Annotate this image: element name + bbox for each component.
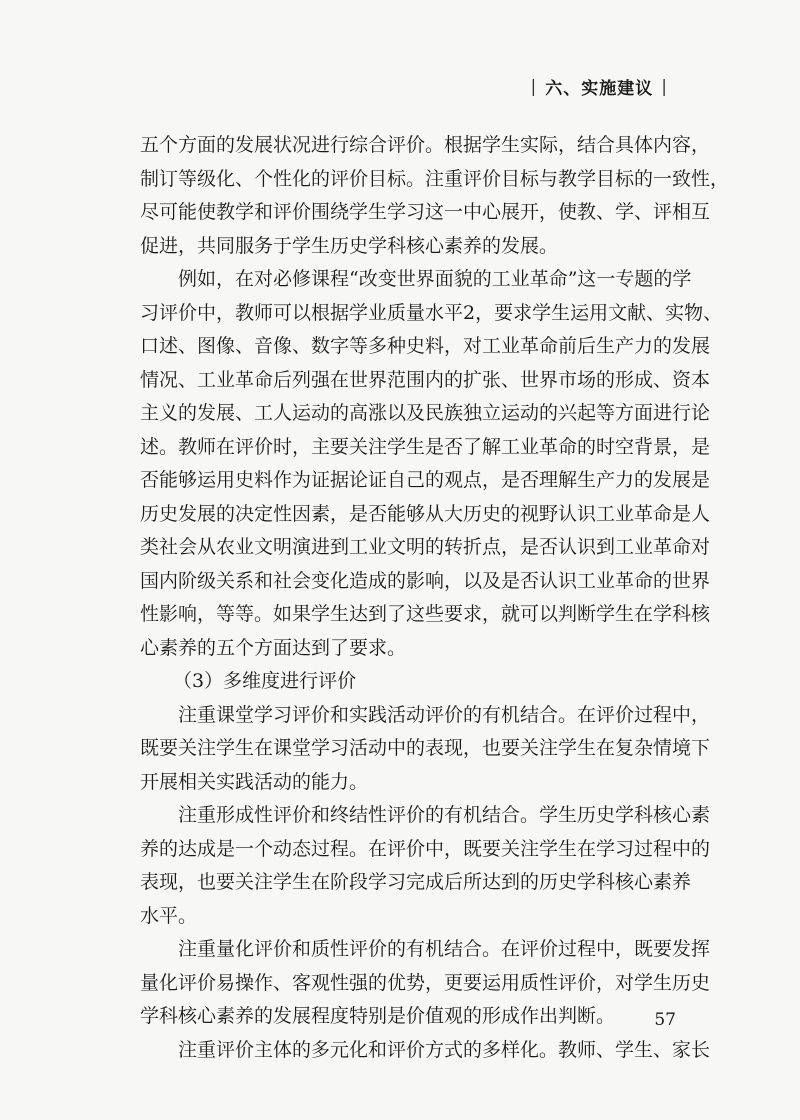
text-line: 尽可能使教学和评价围绕学生学习这一中心展开，使教、学、评相互: [140, 201, 711, 223]
body-text: [140, 129, 730, 1067]
text-line: 历史发展的决定性因素，是否能够从大历史的视野认识工业革命是人: [140, 502, 711, 525]
text-line: 国内阶级关系和社会变化造成的影响，以及是否认识工业革命的世界: [140, 569, 711, 592]
text-line: 注重评价主体的多元化和评价方式的多样化。教师、学生、家长: [178, 1038, 711, 1061]
text-line: 量化评价易操作、客观性强的优势，更要运用质性评价，对学生历史: [140, 971, 711, 994]
text-line: 否能够运用史料作为证据论证自己的观点，是否理解生产力的发展是: [140, 469, 711, 491]
text-line: 口述、图像、音像、数字等多种史料，对工业革命前后生产力的发展: [140, 335, 711, 357]
text-line: 开展相关实践活动的能力。: [140, 770, 369, 793]
text-line: 例如，在对必修课程“改变世界面貌的工业革命”这一专题的学: [178, 268, 692, 290]
text-line: 习评价中，教师可以根据学业质量水平2，要求学生运用文献、实物、: [140, 301, 723, 324]
text-line: 性影响，等等。如果学生达到了这些要求，就可以判断学生在学科核: [140, 603, 711, 625]
header-right-bar: |: [661, 76, 668, 97]
text-line: 制订等级化、个性化的评价目标。注重评价目标与教学目标的一致性，: [140, 167, 730, 190]
text-line: 心素养的五个方面达到了要求。: [140, 636, 407, 659]
text-line: 促进，共同服务于学生历史学科核心素养的发展。: [140, 234, 559, 257]
running-header: [523, 74, 676, 99]
text-line: 既要关注学生在课堂学习活动中的表现，也要关注学生在复杂情境下: [140, 737, 711, 759]
text-line: 表现，也要关注学生在阶段学习完成后所达到的历史学科核心素养: [140, 871, 692, 893]
text-line: 学科核心素养的发展程度特别是价值观的形成作出判断。: [140, 1005, 616, 1027]
text-line: 情况、工业革命后列强在世界范围内的扩张、世界市场的形成、资本: [140, 368, 711, 391]
text-line: 养的达成是一个动态过程。在评价中，既要关注学生在学习过程中的: [140, 837, 711, 860]
header-left-bar: |: [530, 76, 538, 97]
text-line: 类社会从农业文明演进到工业文明的转折点，是否认识到工业革命对: [140, 536, 711, 558]
text-line: 述。教师在评价时，主要关注学生是否了解工业革命的时空背景，是: [140, 435, 711, 458]
text-line: 注重形成性评价和终结性评价的有机结合。学生历史学科核心素: [178, 804, 711, 826]
text-line: 注重量化评价和质性评价的有机结合。在评价过程中，既要发挥: [178, 938, 711, 960]
text-line: 注重课堂学习评价和实践活动评价的有机结合。在评价过程中，: [178, 703, 711, 726]
page-number: 57: [654, 1010, 676, 1030]
section-title: 六、实施建议: [545, 79, 654, 99]
section-heading: （3）多维度进行评价: [173, 670, 357, 692]
text-line: 五个方面的发展状况进行综合评价。根据学生实际，结合具体内容，: [140, 134, 711, 156]
text-line: 水平。: [140, 904, 198, 927]
text-line: 主义的发展、工人运动的高涨以及民族独立运动的兴起等方面进行论: [140, 402, 711, 424]
